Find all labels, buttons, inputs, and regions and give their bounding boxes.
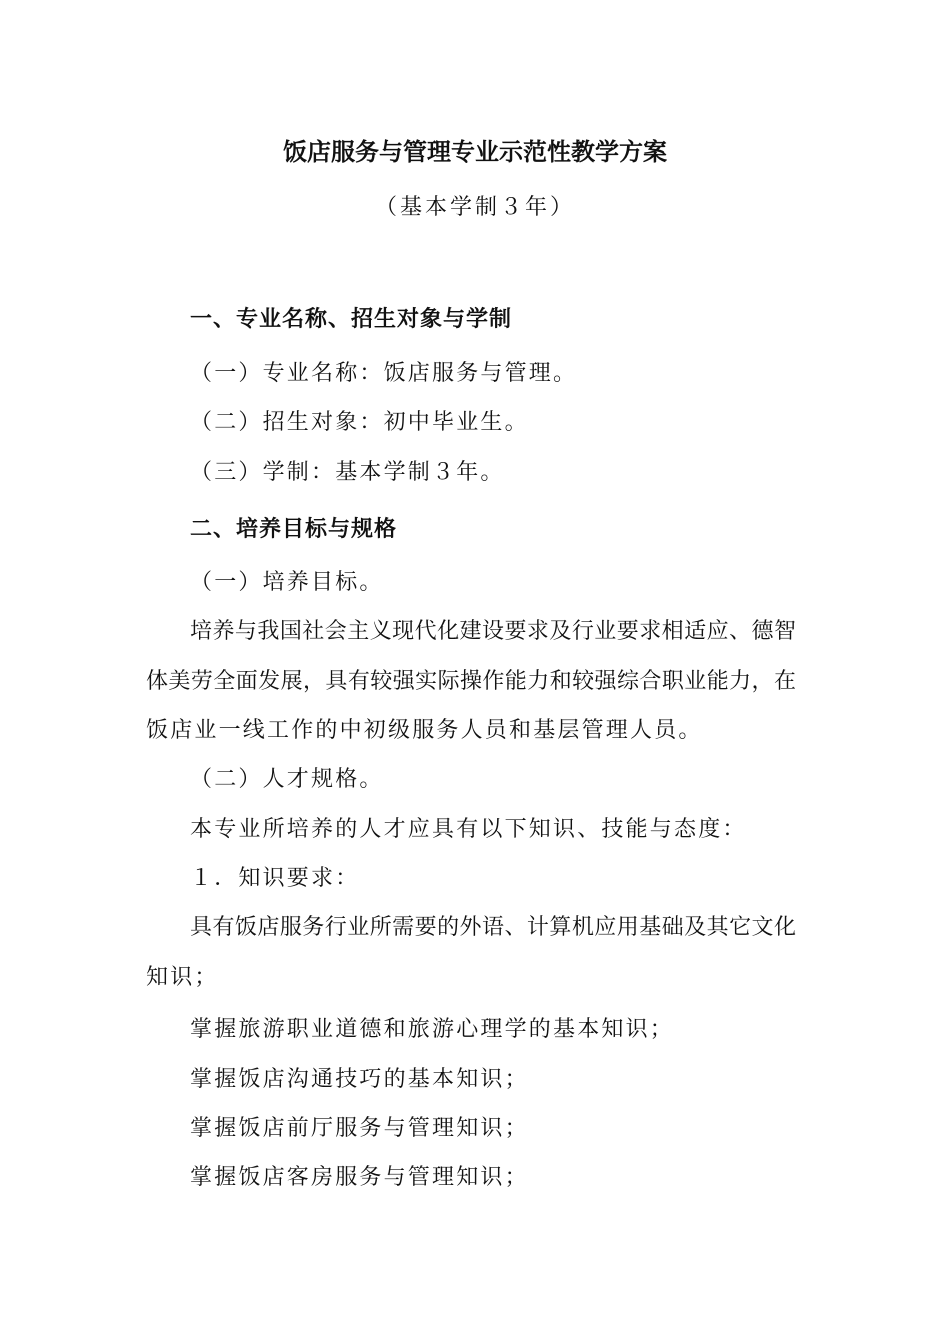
goal-paragraph-line: 培养与我国社会主义现代化建设要求及行业要求相适应、德智: [190, 619, 796, 644]
section-2-heading: 二、培养目标与规格: [190, 517, 398, 542]
spec-intro-text: 本专业所培养的人才应具有以下知识、技能与态度：: [190, 817, 747, 842]
knowledge-item: 掌握旅游职业道德和旅游心理学的基本知识；: [190, 1017, 675, 1042]
section-1-heading: 一、专业名称、招生对象与学制: [190, 307, 513, 332]
knowledge-item: 掌握饭店客房服务与管理知识；: [190, 1165, 529, 1190]
duration-item: （三）学制：基本学制３年。: [190, 460, 505, 485]
major-name-item: （一）专业名称：饭店服务与管理。: [190, 361, 578, 386]
knowledge-paragraph-line: 具有饭店服务行业所需要的外语、计算机应用基础及其它文化: [190, 915, 796, 940]
document-subtitle: （基本学制３年）: [374, 195, 575, 220]
talent-spec-subheading: （二）人才规格。: [190, 767, 384, 792]
document-title: 饭店服务与管理专业示范性教学方案: [283, 137, 667, 166]
goal-paragraph-line: 体美劳全面发展，具有较强实际操作能力和较强综合职业能力，在: [146, 669, 796, 694]
training-goal-subheading: （一）培养目标。: [190, 570, 384, 595]
goal-paragraph-line: 饭店业一线工作的中初级服务人员和基层管理人员。: [146, 718, 703, 743]
knowledge-requirements-heading: １．知识要求：: [190, 866, 360, 891]
knowledge-item: 掌握饭店前厅服务与管理知识；: [190, 1116, 529, 1141]
knowledge-paragraph-line: 知识；: [146, 965, 219, 990]
knowledge-item: 掌握饭店沟通技巧的基本知识；: [190, 1067, 529, 1092]
enrollment-target-item: （二）招生对象：初中毕业生。: [190, 410, 529, 435]
